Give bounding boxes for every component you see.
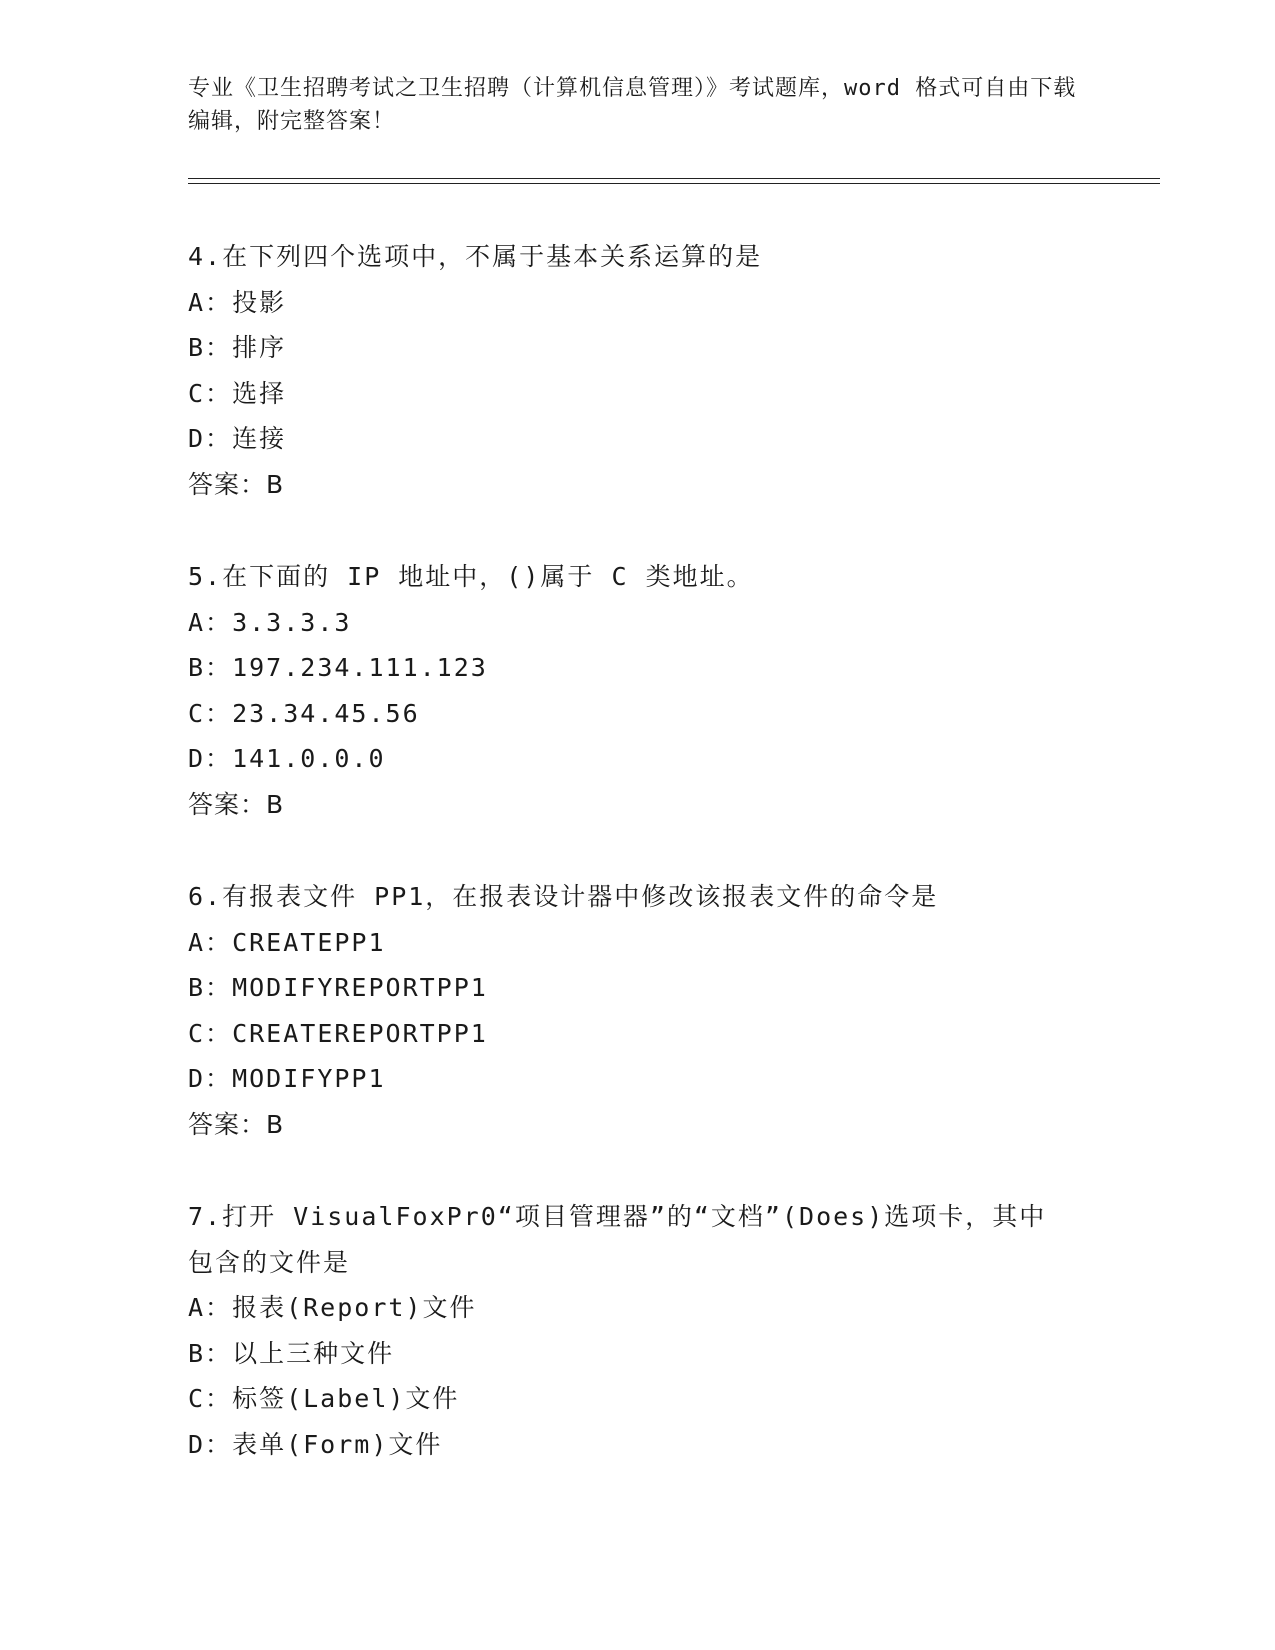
option-text: 投影: [232, 287, 287, 317]
question-stem: 4.在下列四个选项中，不属于基本关系运算的是: [188, 242, 763, 271]
option-text: 3.3.3.3: [232, 607, 352, 637]
question-4: [188, 234, 1088, 507]
option-text: CREATEREPORTPP1: [232, 1018, 488, 1048]
question-stem: 7.打开 VisualFoxPr0“项目管理器”的“文档”(Does)选项卡，其中包含的文件是: [188, 1202, 1047, 1277]
question-5: [188, 554, 1088, 827]
option-d: [188, 416, 1088, 462]
option-letter: B：: [188, 653, 233, 682]
document-header: 专业《卫生招聘考试之卫生招聘（计算机信息管理）》考试题库，word 格式可自由下载编辑，附完整答案！: [188, 76, 1077, 134]
question-stem: 6.有报表文件 PP1，在报表设计器中修改该报表文件的命令是: [188, 882, 939, 911]
header-divider-bottom: [188, 183, 1160, 184]
option-text: 选择: [232, 378, 287, 408]
answer-line: 答案：B: [188, 789, 285, 819]
option-b: [188, 965, 1088, 1011]
option-text: 连接: [232, 424, 287, 453]
option-text: 标签(Label)文件: [232, 1384, 460, 1413]
option-d: [188, 1422, 1088, 1468]
option-letter: A：: [188, 927, 233, 957]
option-letter: A：: [188, 607, 233, 637]
option-d: [188, 1056, 1088, 1102]
option-text: 表单(Form)文件: [232, 1429, 443, 1459]
question-7: [188, 1194, 1088, 1467]
option-letter: B：: [188, 333, 233, 362]
answer-line: 答案：B: [188, 1109, 285, 1139]
question-6: [188, 874, 1088, 1147]
option-c: [188, 371, 1088, 417]
option-letter: C：: [188, 1384, 233, 1413]
option-text: CREATEPP1: [232, 927, 386, 957]
option-c: [188, 1376, 1088, 1422]
option-text: MODIFYPP1: [232, 1064, 386, 1093]
option-text: 23.34.45.56: [232, 698, 420, 728]
option-text: 197.234.111.123: [232, 653, 488, 682]
option-d: [188, 736, 1088, 782]
header-divider-top: [188, 178, 1160, 179]
option-letter: D：: [188, 744, 233, 773]
option-b: [188, 1331, 1088, 1377]
option-text: 以上三种文件: [232, 1338, 395, 1368]
option-b: [188, 645, 1088, 691]
option-letter: C：: [188, 1018, 233, 1048]
option-letter: B：: [188, 1338, 233, 1368]
question-stem: 5.在下面的 IP 地址中，()属于 C 类地址。: [188, 562, 754, 591]
option-c: [188, 1011, 1088, 1057]
option-letter: A：: [188, 1293, 233, 1322]
option-a: [188, 1285, 1088, 1331]
answer-line: 答案：B: [188, 469, 285, 499]
option-letter: D：: [188, 1429, 233, 1459]
option-a: [188, 920, 1088, 966]
option-text: 报表(Report)文件: [232, 1293, 477, 1322]
option-letter: A：: [188, 287, 233, 317]
option-text: 141.0.0.0: [232, 744, 386, 773]
option-letter: D：: [188, 1064, 233, 1093]
option-letter: C：: [188, 698, 233, 728]
option-c: [188, 691, 1088, 737]
option-letter: C：: [188, 378, 233, 408]
option-letter: D：: [188, 424, 233, 453]
option-text: 排序: [232, 333, 287, 362]
option-a: [188, 600, 1088, 646]
option-letter: B：: [188, 973, 233, 1002]
option-text: MODIFYREPORTPP1: [232, 973, 488, 1002]
option-a: [188, 280, 1088, 326]
option-b: [188, 325, 1088, 371]
